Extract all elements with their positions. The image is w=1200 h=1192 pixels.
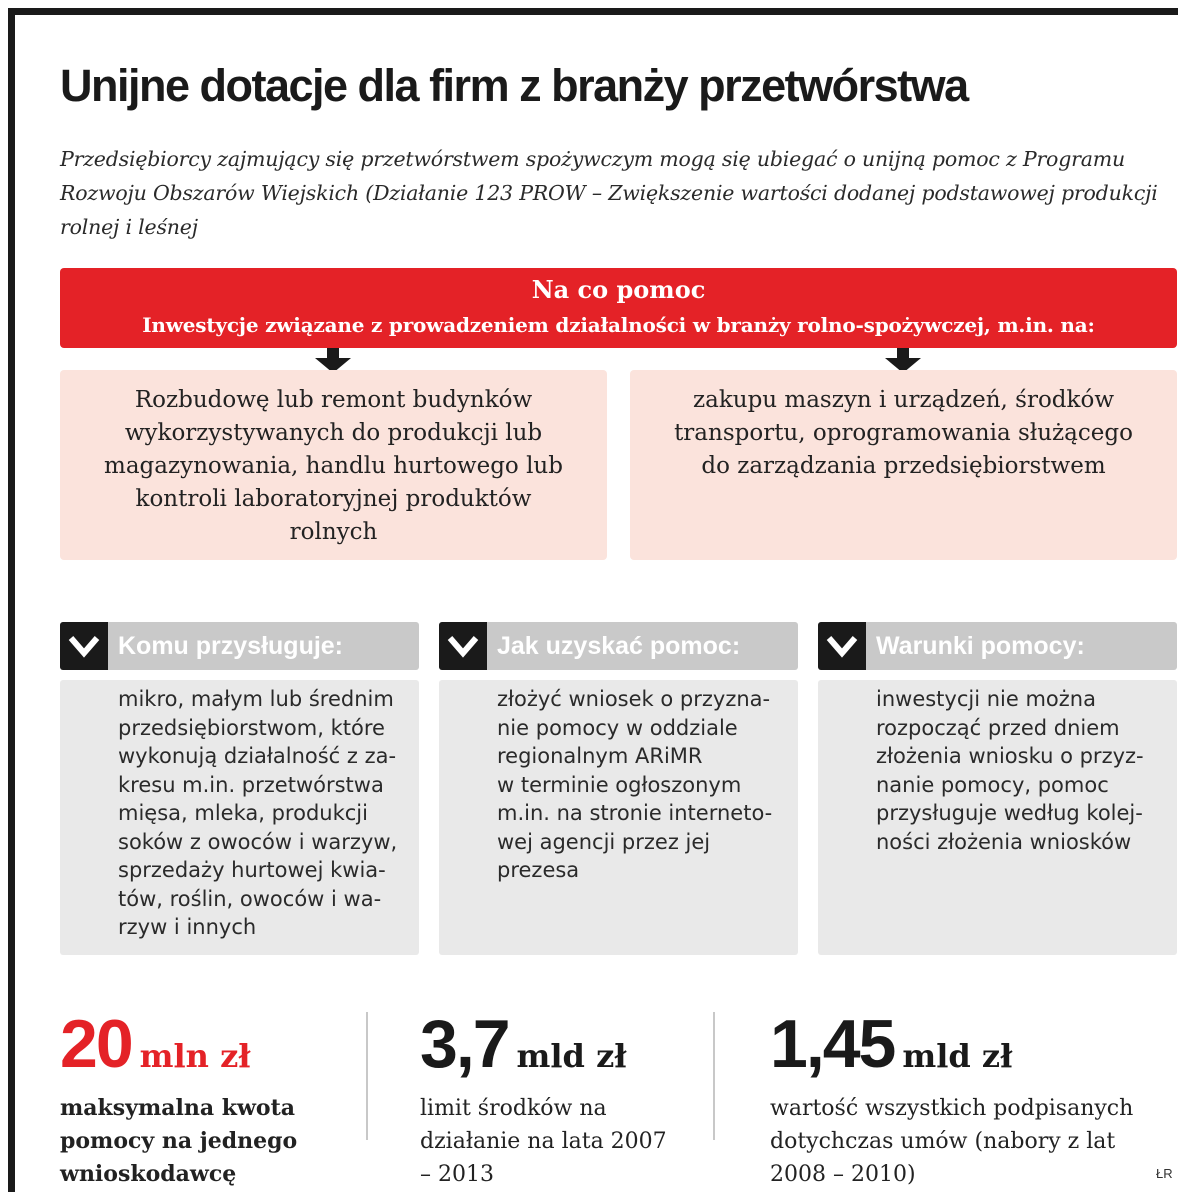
- investment-buildings-text: Rozbudowę lub remont budynków wykorzystywanych do produkcji lub magazynowania, handlu hurtowego lub kontroli laboratoryjnej produktów rolnych: [104, 387, 563, 545]
- page-title: Unijne dotacje dla firm z branży przetwórstwa: [60, 60, 968, 111]
- divider: [713, 1012, 715, 1140]
- author-credit: ŁR: [1156, 1166, 1173, 1181]
- stat-unit: mld zł: [516, 1037, 627, 1075]
- frame-left-rule: [8, 8, 15, 1192]
- frame-corner-inner: [15, 15, 78, 32]
- banner-heading: Na co pomoc: [531, 275, 706, 304]
- section-heading: Komu przysługuje:: [118, 632, 344, 660]
- frame-top-rule: [8, 8, 1178, 15]
- investment-equipment-text: zakupu maszyn i urządzeń, środków transportu, oprogramowania służącego do zarządzania przedsiębiorstwem: [674, 387, 1133, 479]
- section-body-conditions: inwestycji nie można rozpocząć przed dniem złożenia wniosku o przyz- nanie pomocy, pomoc przysługuje według kolej- ności złożenia wniosków: [818, 680, 1177, 955]
- stat-signed-contracts: [770, 1005, 1012, 1083]
- section-body-how-to-apply: złożyć wniosek o przyzna- nie pomocy w oddziale regionalnym ARiMR w terminie ogłoszonym m.in. na stronie interneto- wej agencji przez jej prezesa: [439, 680, 798, 955]
- stat-max-amount: [60, 1005, 251, 1083]
- stat-description: maksymalna kwota pomocy na jednego wnioskodawcę: [60, 1095, 298, 1187]
- stat-unit: mln zł: [139, 1037, 251, 1075]
- chevron-down-icon: [60, 622, 108, 670]
- stat-value: 20: [60, 1006, 132, 1082]
- section-heading: Warunki pomocy:: [876, 632, 1085, 660]
- chevron-down-icon: [439, 622, 487, 670]
- stat-value: 1,45: [770, 1006, 895, 1082]
- section-header-conditions: [818, 622, 1177, 670]
- section-header-eligibility: [60, 622, 419, 670]
- stat-description: limit środków na działanie na lata 2007 – 2013: [420, 1096, 667, 1187]
- stat-unit: mld zł: [902, 1037, 1013, 1075]
- chevron-down-icon: [818, 622, 866, 670]
- section-header-how-to-apply: [439, 622, 798, 670]
- page-subtitle: Przedsiębiorcy zajmujący się przetwórstwem spożywczym mogą się ubiegać o unijną pomoc z Programu Rozwoju Obszarów Wiejskich (Działanie 123 PROW – Zwiększenie wartości dodanej podstawowej produkcji rolnej i leśnej: [60, 147, 1158, 239]
- help-banner: [60, 268, 1177, 348]
- divider: [366, 1012, 368, 1140]
- stat-limit: [420, 1005, 627, 1083]
- stat-description: wartość wszystkich podpisanych dotychczas umów (nabory z lat 2008 – 2010): [770, 1096, 1134, 1187]
- investment-buildings: [60, 370, 607, 560]
- investment-equipment: [630, 370, 1177, 560]
- section-heading: Jak uzyskać pomoc:: [497, 632, 741, 660]
- stat-value: 3,7: [420, 1006, 509, 1082]
- section-body-eligibility: mikro, małym lub średnim przedsiębiorstwom, które wykonują działalność z za- kresu m.in. przetwórstwa mięsa, mleka, produkcji soków z owoców i warzyw, sprzedaży hurtowej kwia- tów, roślin, owoców i wa- rzyw i innych: [60, 680, 419, 955]
- banner-text: Inwestycje związane z prowadzeniem działalności w branży rolno-spożywczej, m.in. na:: [142, 313, 1095, 337]
